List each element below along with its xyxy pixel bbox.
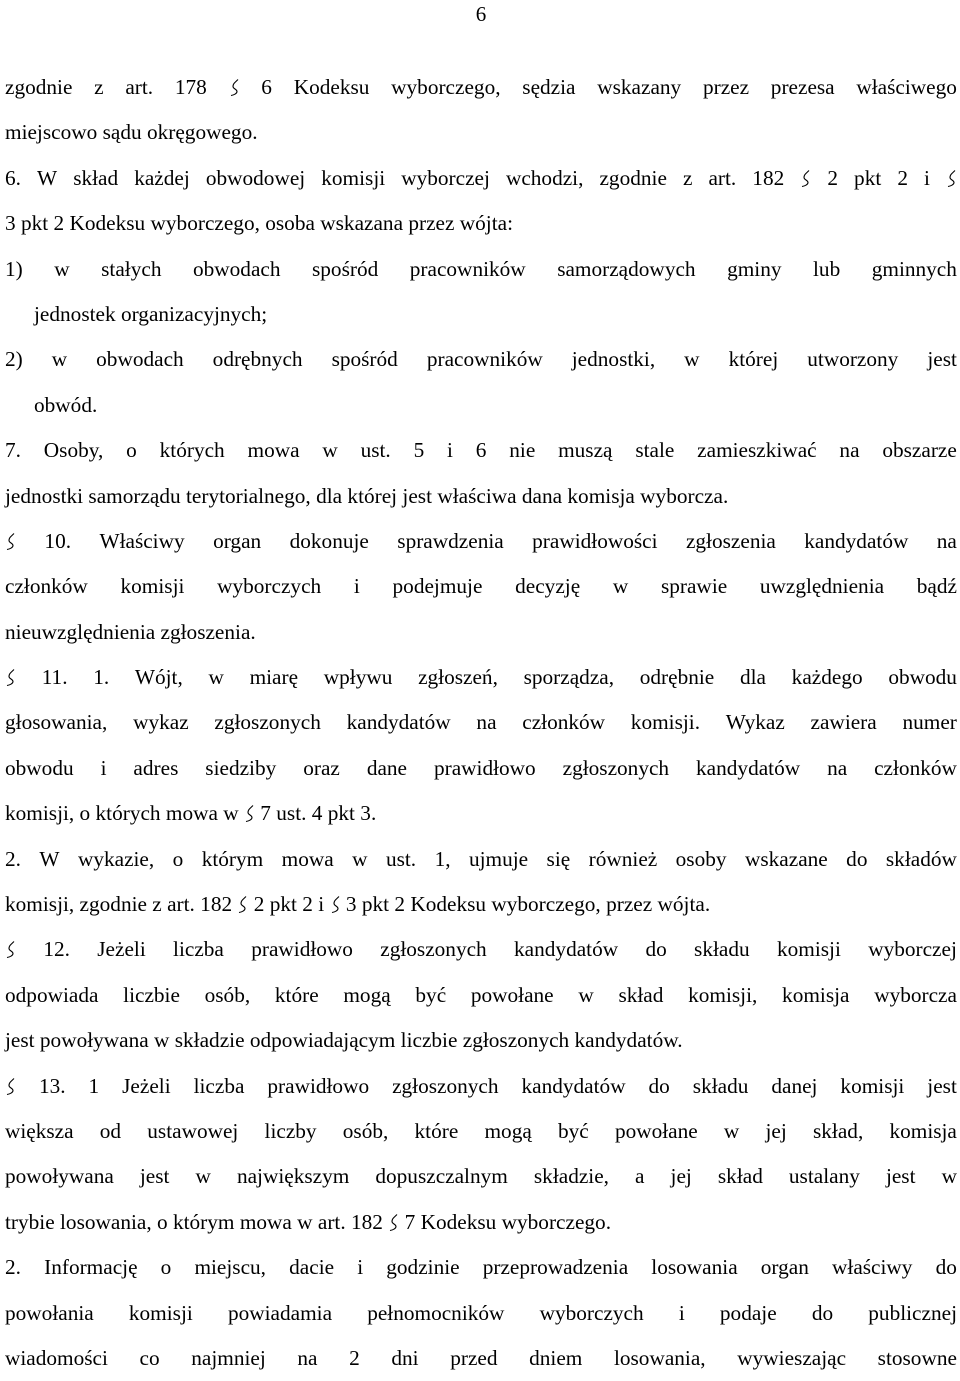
- word: Wykaz: [725, 710, 785, 735]
- word: liczba: [193, 1073, 245, 1098]
- word: o: [160, 1255, 172, 1280]
- word: wyborczej: [868, 937, 957, 962]
- word: godzinie: [386, 1255, 460, 1280]
- text-line: [5, 973, 957, 1018]
- word: stałych: [101, 256, 162, 281]
- text-line: komisji, zgodnie z art. 182 2 pkt 2 i 3 pkt 2 Kodeksu wyborczego, przez wójta.: [5, 892, 711, 917]
- word: ujmuje: [468, 846, 529, 871]
- word: powoływana: [5, 1164, 114, 1189]
- word: na: [839, 438, 860, 463]
- word: odrębnych: [212, 347, 303, 372]
- word: Kodeksu: [293, 75, 370, 99]
- word: przeprowadzenia: [482, 1255, 629, 1280]
- word: prawidłowo: [251, 937, 353, 962]
- word: członków: [874, 755, 957, 780]
- word: dopuszczalnym: [375, 1164, 508, 1189]
- text-line: komisji, o których mowa w 7 ust. 4 pkt 3.: [5, 801, 377, 826]
- word: ustalany: [788, 1164, 860, 1189]
- word: ust.: [360, 438, 391, 463]
- text-line: [5, 837, 957, 882]
- word: pkt: [854, 165, 882, 190]
- word: losowania,: [613, 1345, 706, 1370]
- word: wskazany: [597, 75, 682, 99]
- word: 6: [261, 75, 272, 99]
- word: na: [297, 1345, 318, 1370]
- word: skład: [73, 165, 119, 190]
- section-sign-icon: [800, 169, 811, 188]
- word: dla: [739, 665, 766, 690]
- word: wyborczych: [539, 1300, 644, 1325]
- word: dane: [366, 755, 408, 780]
- word: w: [51, 347, 68, 372]
- word: stosowne: [877, 1345, 957, 1370]
- word: w: [208, 665, 224, 690]
- word: stale: [635, 438, 675, 463]
- text-line: [5, 700, 957, 745]
- word: obwodach: [96, 347, 184, 372]
- word: komisja: [782, 982, 850, 1007]
- word: i: [678, 1300, 685, 1325]
- text-line: [5, 655, 957, 700]
- word: wyborczych: [217, 574, 322, 599]
- word: od: [99, 1118, 122, 1143]
- word: liczba: [173, 937, 224, 962]
- word: zamieszkiwać: [697, 438, 817, 463]
- word: również: [588, 846, 658, 871]
- word: z: [682, 165, 693, 190]
- word: w: [612, 574, 629, 599]
- word: prawidłowości: [532, 528, 658, 553]
- word: ust.: [385, 846, 417, 871]
- word: publicznej: [868, 1300, 957, 1325]
- word: wyborcza: [874, 982, 957, 1007]
- word: kandydatów: [514, 937, 619, 962]
- word: skład: [618, 982, 664, 1007]
- word: komisji: [128, 1300, 193, 1325]
- word: siedziby: [205, 755, 277, 780]
- word: wchodzi,: [505, 165, 584, 190]
- word: dni: [391, 1345, 419, 1370]
- section-sign-icon: [229, 78, 240, 97]
- word: największym: [236, 1164, 350, 1189]
- word: pełnomocników: [367, 1300, 505, 1325]
- word: zgłoszonych: [392, 1073, 499, 1098]
- text-line: [5, 1109, 957, 1154]
- word: uwzględnienia: [759, 574, 885, 599]
- word: której: [728, 347, 779, 372]
- word: art.: [708, 165, 737, 190]
- word: powołane: [614, 1118, 698, 1143]
- word: adres: [133, 755, 179, 780]
- word: kandydatów: [804, 528, 909, 553]
- word: osób,: [342, 1118, 389, 1143]
- word: [229, 65, 240, 110]
- text-line: [5, 65, 957, 110]
- word: do: [648, 1073, 670, 1098]
- word: 2): [5, 347, 23, 372]
- word: których: [159, 438, 225, 463]
- word: każdego: [791, 665, 863, 690]
- word: [946, 156, 957, 201]
- word: skład,: [812, 1118, 864, 1143]
- word: i: [924, 165, 930, 190]
- word: [800, 156, 811, 201]
- word: do: [811, 1300, 834, 1325]
- word: komisja: [889, 1118, 957, 1143]
- word: z: [94, 75, 104, 99]
- text-line: [5, 156, 957, 201]
- word: [5, 519, 16, 564]
- word: w: [54, 256, 70, 281]
- word: decyzję: [515, 574, 581, 599]
- word: [5, 655, 16, 700]
- section-sign-icon: [5, 1077, 16, 1096]
- word: losowania: [651, 1255, 738, 1280]
- word: składu: [692, 1073, 749, 1098]
- word: w: [352, 846, 368, 871]
- text-line: obwód.: [34, 392, 98, 417]
- text-line: jest powoływana w składzie odpowiadającym liczbie zgłoszonych kandydatów.: [5, 1028, 683, 1053]
- word: większa: [5, 1118, 74, 1143]
- word: 13.: [38, 1073, 66, 1098]
- word: utworzony: [807, 347, 899, 372]
- word: 5: [413, 438, 425, 463]
- word: Jeżeli: [122, 1073, 171, 1098]
- word: odpowiada: [5, 982, 99, 1007]
- word: zgodnie: [5, 75, 73, 99]
- word: do: [645, 937, 667, 962]
- word: zgłoszonych: [562, 755, 670, 780]
- text-line: [5, 746, 957, 791]
- word: wyborczej: [401, 165, 490, 190]
- word: które: [414, 1118, 459, 1143]
- word: sporządza,: [523, 665, 615, 690]
- text-line: [5, 428, 957, 473]
- text-line: [5, 519, 957, 564]
- word: 182: [752, 165, 785, 190]
- word: powołania: [5, 1300, 94, 1325]
- word: Osoby,: [43, 438, 104, 463]
- word: muszą: [558, 438, 613, 463]
- word: miarę: [249, 665, 299, 690]
- word: właściwy: [832, 1255, 913, 1280]
- word: [5, 927, 16, 972]
- word: Wójt,: [134, 665, 183, 690]
- word: 6.: [5, 165, 21, 190]
- word: Informację: [44, 1255, 138, 1280]
- word: 2.: [5, 1255, 21, 1280]
- word: 1: [88, 1073, 100, 1098]
- word: kandydatów: [521, 1073, 626, 1098]
- word: art.: [125, 75, 154, 99]
- word: każdej: [134, 165, 190, 190]
- word: 1,: [434, 846, 451, 871]
- word: lub: [813, 256, 841, 281]
- text-line: nieuwzględnienia zgłoszenia.: [5, 619, 256, 644]
- word: 2: [827, 165, 838, 190]
- word: jest: [139, 1164, 170, 1189]
- word: a: [635, 1164, 645, 1189]
- word: w: [322, 438, 338, 463]
- word: W: [39, 846, 60, 871]
- word: prawidłowo: [267, 1073, 370, 1098]
- word: być: [415, 982, 447, 1007]
- word: gminnych: [871, 256, 957, 281]
- word: mogą: [484, 1118, 532, 1143]
- word: numer: [902, 710, 957, 735]
- word: zgłoszonych: [214, 710, 321, 735]
- word: powołane: [470, 982, 554, 1007]
- word: ustawowej: [147, 1118, 239, 1143]
- word: jednostki,: [571, 347, 656, 372]
- word: spośród: [312, 256, 379, 281]
- word: samorządowych: [557, 256, 696, 281]
- word: komisji: [120, 574, 185, 599]
- text-line: jednostek organizacyjnych;: [34, 301, 268, 326]
- word: na: [936, 528, 957, 553]
- text-line: miejscowo sądu okręgowego.: [5, 120, 258, 145]
- word: jest: [927, 347, 957, 372]
- word: 2: [897, 165, 908, 190]
- word: obwodowej: [205, 165, 306, 190]
- word: o: [172, 846, 184, 871]
- word: wpływu: [323, 665, 393, 690]
- word: się: [546, 846, 571, 871]
- word: w: [195, 1164, 211, 1189]
- word: obszarze: [882, 438, 957, 463]
- word: pracowników: [409, 256, 526, 281]
- word: właściwego: [856, 75, 957, 99]
- word: składu: [694, 937, 750, 962]
- section-sign-icon: [5, 668, 16, 687]
- word: co: [139, 1345, 160, 1370]
- word: odrębnie: [639, 665, 715, 690]
- word: podejmuje: [392, 574, 483, 599]
- word: obwodu: [888, 665, 957, 690]
- word: zgłoszeń,: [418, 665, 498, 690]
- word: najmniej: [191, 1345, 266, 1370]
- word: komisji: [840, 1073, 905, 1098]
- section-sign-icon: [5, 940, 16, 959]
- word: składzie,: [533, 1164, 609, 1189]
- word: 2: [349, 1345, 360, 1370]
- word: 178: [174, 75, 207, 99]
- word: wykazie,: [77, 846, 155, 871]
- word: wykaz: [133, 710, 189, 735]
- word: nie: [509, 438, 536, 463]
- word: skład: [717, 1164, 763, 1189]
- word: osób,: [204, 982, 251, 1007]
- word: którym: [201, 846, 264, 871]
- text-line: trybie losowania, o którym mowa w art. 182 7 Kodeksu wyborczego.: [5, 1209, 612, 1234]
- text-line: [5, 1291, 957, 1336]
- section-sign-icon: [330, 895, 341, 914]
- word: do: [846, 846, 868, 871]
- word: gminy: [727, 256, 782, 281]
- word: prezesa: [770, 75, 835, 99]
- word: mogą: [343, 982, 391, 1007]
- word: mowa: [247, 438, 300, 463]
- word: osoby: [675, 846, 727, 871]
- word: wskazane: [744, 846, 828, 871]
- word: Właściwy: [99, 528, 185, 553]
- word: mowa: [281, 846, 334, 871]
- word: wyborczego,: [391, 75, 501, 99]
- text-line: [5, 337, 957, 382]
- word: 2.: [5, 846, 21, 871]
- word: oraz: [303, 755, 340, 780]
- word: kandydatów: [696, 755, 801, 780]
- section-sign-icon: [946, 169, 957, 188]
- word: składów: [885, 846, 957, 871]
- text-line: [5, 1245, 957, 1290]
- word: jest: [927, 1073, 957, 1098]
- word: spośród: [331, 347, 398, 372]
- word: komisji: [321, 165, 386, 190]
- word: 11.: [41, 665, 68, 690]
- word: które: [274, 982, 319, 1007]
- word: komisji: [776, 937, 841, 962]
- word: zgłoszonych: [380, 937, 487, 962]
- word: obwodach: [192, 256, 281, 281]
- word: sprawie: [660, 574, 728, 599]
- word: organ: [760, 1255, 809, 1280]
- section-sign-icon: [237, 895, 248, 914]
- word: obwodu: [5, 755, 74, 780]
- word: powiadamia: [227, 1300, 333, 1325]
- word: pracowników: [426, 347, 543, 372]
- word: liczbie: [123, 982, 180, 1007]
- text-line: [5, 1154, 957, 1199]
- text-line: [5, 1336, 957, 1381]
- word: członków: [522, 710, 606, 735]
- word: i: [353, 574, 360, 599]
- word: członków: [5, 574, 88, 599]
- word: bądź: [916, 574, 957, 599]
- word: 12.: [43, 937, 70, 962]
- word: sędzia: [522, 75, 576, 99]
- text-line: jednostki samorządu terytorialnego, dla której jest właściwa dana komisja wyborcza.: [5, 483, 729, 508]
- word: przed: [450, 1345, 498, 1370]
- word: dniem: [529, 1345, 583, 1370]
- section-sign-icon: [5, 532, 16, 551]
- word: zawiera: [810, 710, 877, 735]
- word: 1.: [93, 665, 110, 690]
- word: [5, 1064, 16, 1109]
- word: liczby: [264, 1118, 317, 1143]
- word: organ: [213, 528, 262, 553]
- word: 7.: [5, 438, 21, 463]
- word: W: [37, 165, 58, 190]
- word: 10.: [44, 528, 72, 553]
- text-line: [5, 927, 957, 972]
- text-line: [5, 1064, 957, 1109]
- word: 6: [475, 438, 487, 463]
- word: o: [126, 438, 137, 463]
- word: i: [100, 755, 107, 780]
- word: jej: [670, 1164, 692, 1189]
- page-number: 6: [475, 2, 487, 26]
- word: sprawdzenia: [397, 528, 504, 553]
- section-sign-icon: [244, 804, 255, 823]
- text-line: [5, 564, 957, 609]
- word: wiadomości: [5, 1345, 108, 1370]
- word: w: [684, 347, 700, 372]
- word: na: [827, 755, 848, 780]
- word: i: [357, 1255, 364, 1280]
- word: dokonuje: [289, 528, 369, 553]
- word: miejscu,: [194, 1255, 267, 1280]
- word: prawidłowo: [433, 755, 536, 780]
- word: jej: [765, 1118, 787, 1143]
- word: zgodnie: [599, 165, 667, 190]
- word: jest: [885, 1164, 916, 1189]
- word: w: [723, 1118, 740, 1143]
- word: być: [558, 1118, 589, 1143]
- word: podaje: [719, 1300, 777, 1325]
- section-sign-icon: [388, 1213, 399, 1232]
- word: kandydatów: [346, 710, 451, 735]
- word: Jeżeli: [97, 937, 146, 962]
- word: przez: [702, 75, 750, 99]
- word: komisji.: [630, 710, 701, 735]
- text-line: 3 pkt 2 Kodeksu wyborczego, osoba wskazana przez wójta:: [5, 211, 514, 236]
- word: głosowania,: [5, 710, 108, 735]
- word: 1): [5, 256, 23, 281]
- word: danej: [771, 1073, 818, 1098]
- word: dacie: [289, 1255, 335, 1280]
- word: do: [935, 1255, 957, 1280]
- word: na: [476, 710, 497, 735]
- text-line: [5, 247, 957, 292]
- document-body: [5, 65, 957, 1381]
- word: w: [941, 1164, 957, 1189]
- word: komisji,: [688, 982, 758, 1007]
- word: w: [578, 982, 594, 1007]
- word: i: [447, 438, 453, 463]
- word: zgłoszenia: [685, 528, 776, 553]
- word: wywieszając: [737, 1345, 847, 1370]
